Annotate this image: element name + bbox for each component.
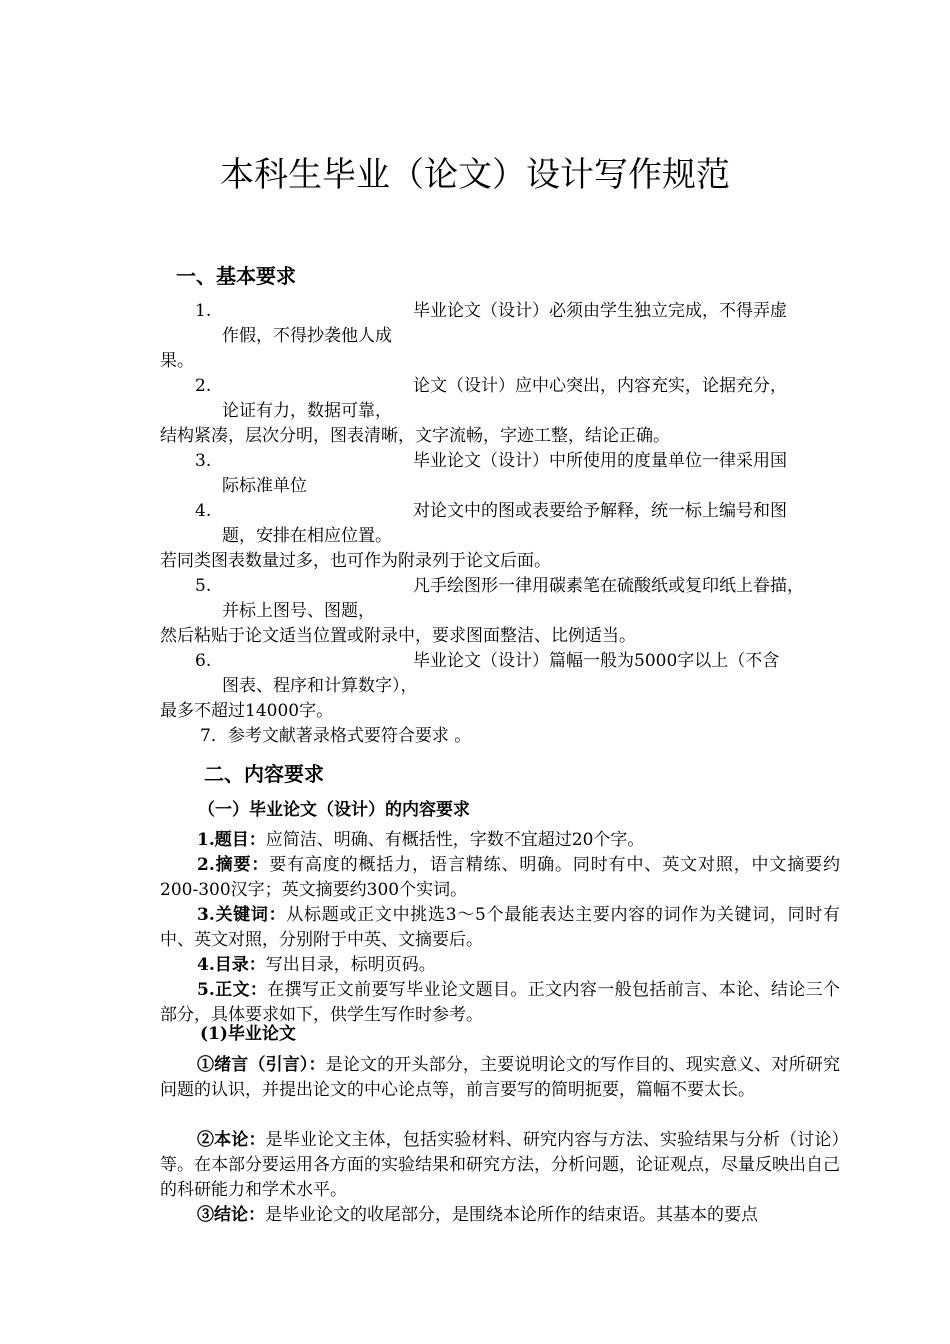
- item-text: 凡手绘图形一律用碳素笔在硫酸纸或复印纸上眷描，: [413, 576, 804, 596]
- paragraph-text: 从标题或正文中挑选3～5个最能表达主要内容的词作为关键词，同时有中、英文对照，分别附于中英、文摘要后。: [160, 905, 840, 950]
- item-continuation: 图表、程序和计算数字），: [222, 676, 418, 696]
- item-continuation: 际标准单位: [222, 476, 307, 496]
- item-number: 3.: [195, 451, 212, 471]
- paragraph-label: 3.关键词：: [197, 905, 287, 925]
- item-number: 4.: [195, 501, 212, 521]
- item-wrap: 最多不超过14000字。: [160, 701, 334, 721]
- item-wrap: 果。: [160, 351, 194, 371]
- item-continuation: 论证有力，数据可靠，: [222, 401, 392, 421]
- paragraph-keywords: [160, 903, 840, 953]
- section-heading-content: 二、内容要求: [204, 762, 324, 786]
- item-wrap: 然后粘贴于论文适当位置或附录中，要求图面整洁、比例适当。: [160, 626, 636, 646]
- item-continuation: 作假，不得抄袭他人成: [222, 326, 392, 346]
- paragraph-label: ②本论：: [197, 1130, 266, 1150]
- paragraph-body: [160, 978, 840, 1028]
- paragraph-main-body: [160, 1128, 840, 1203]
- item-7-text: 7．参考文献著录格式要符合要求 。: [200, 726, 472, 746]
- subsection-heading: （一）毕业论文（设计）的内容要求: [198, 800, 470, 820]
- section-heading-basic: 一、基本要求: [176, 264, 296, 288]
- item-text: 毕业论文（设计）必须由学生独立完成，不得弄虚: [413, 301, 787, 321]
- paragraph-label: 1.题目：: [197, 830, 266, 850]
- paragraph-abstract: [160, 853, 840, 903]
- item-number: 2.: [195, 376, 212, 396]
- paragraph-conclusion: [160, 1203, 840, 1228]
- paragraph-label: 5.正文：: [197, 980, 268, 1000]
- document-title: 本科生毕业（论文）设计写作规范: [220, 155, 730, 195]
- item-number: 6.: [195, 651, 212, 671]
- item-continuation: 并标上图号、图题，: [222, 601, 375, 621]
- paragraph-text: 要有高度的概括力，语言精练、明确。同时有中、英文对照，中文摘要约200-300汉字；英文摘要约300个实词。: [160, 855, 841, 900]
- item-text: 毕业论文（设计）篇幅一般为5000字以上（不含: [413, 651, 780, 671]
- paragraph-text: 在撰写正文前要写毕业论文题目。正文内容一般包括前言、本论、结论三个部分，具体要求如下，供学生写作时参考。: [160, 980, 841, 1025]
- item-continuation: 题，安排在相应位置。: [222, 526, 392, 546]
- paragraph-label: 2.摘要：: [197, 855, 270, 875]
- paragraph-introduction: [160, 1053, 840, 1103]
- paragraph-text: 是毕业论文的收尾部分，是围绕本论所作的结束语。其基本的要点: [265, 1205, 758, 1225]
- paragraph-text: 写出目录，标明页码。: [265, 955, 436, 975]
- paragraph-label: 4.目录：: [197, 955, 266, 975]
- paragraph-label: ①绪言（引言）：: [197, 1055, 326, 1075]
- item-text: 对论文中的图或表要给予解释，统一标上编号和图: [413, 501, 787, 521]
- item-number: 5.: [195, 576, 212, 596]
- paragraph-text: 是论文的开头部分，主要说明论文的写作目的、现实意义、对所研究问题的认识，并提出论文的中心论点等，前言要写的简明扼要，篇幅不要太长。: [160, 1055, 841, 1100]
- paragraph-text: 应简洁、明确、有概括性，字数不宜超过20个字。: [265, 830, 645, 850]
- item-wrap: 若同类图表数量过多，也可作为附录列于论文后面。: [160, 551, 551, 571]
- item-wrap: 结构紧凑，层次分明，图表清晰，文字流畅，字迹工整，结论正确。: [160, 426, 670, 446]
- item-text: 论文（设计）应中心突出，内容充实，论据充分，: [413, 376, 787, 396]
- item-number: 1.: [195, 301, 212, 321]
- item-text: 毕业论文（设计）中所使用的度量单位一律采用国: [413, 451, 787, 471]
- paragraph-title: [160, 828, 840, 853]
- subsection-heading-thesis: (1)毕业论文: [200, 1024, 296, 1044]
- paragraph-toc: [160, 953, 840, 978]
- paragraph-label: ③结论：: [197, 1205, 265, 1225]
- paragraph-text: 是毕业论文主体，包括实验材料、研究内容与方法、实验结果与分析（讨论）等。在本部分要运用各方面的实验结果和研究方法，分析问题，论证观点，尽量反映出自己的科研能力和学术水平。: [160, 1130, 841, 1200]
